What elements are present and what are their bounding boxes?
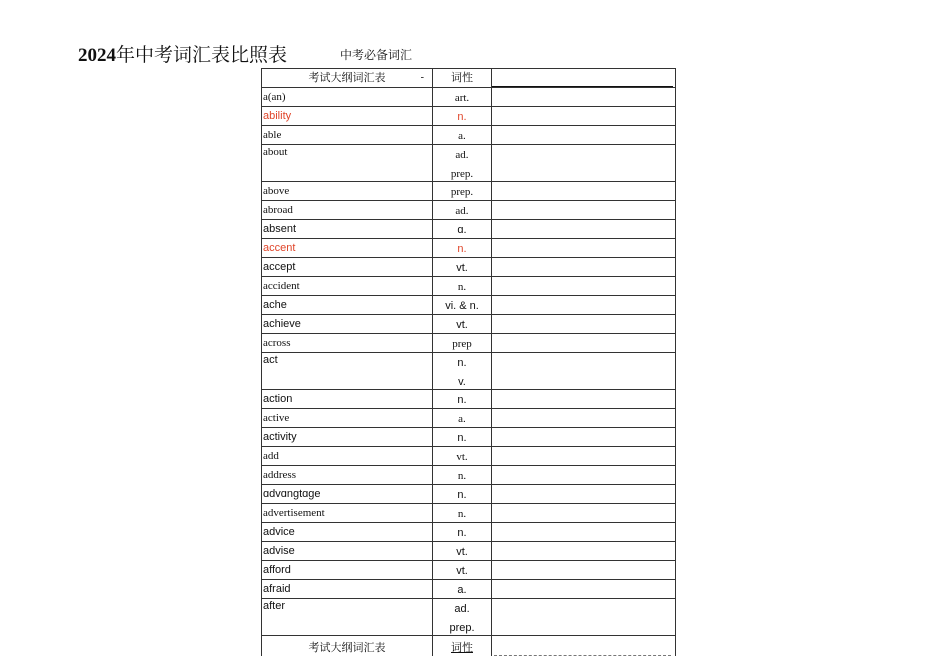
header-dash-mark: - [420,72,424,83]
extra-cell [491,580,673,598]
word-cell [262,220,432,238]
pos-cell [432,239,491,257]
word-text: after [263,600,286,612]
table-row [262,353,675,390]
pos-text: a. [458,130,466,142]
word-text: ɑdvɑngtɑge [263,488,321,500]
extra-cell [491,599,673,635]
pos-cell [432,485,491,503]
pos-cell [432,409,491,427]
word-cell [262,277,432,295]
pos-cell [432,315,491,333]
extra-cell [491,447,673,465]
pos-text: ad. [455,205,469,217]
pos-cell [432,220,491,238]
page-title [78,40,287,67]
word-text: advertisement [263,507,325,519]
extra-cell [491,239,673,257]
word-text: add [263,450,279,462]
pos-text: n. [457,432,467,444]
word-text: advice [263,526,295,538]
table-row [262,523,675,542]
word-cell [262,561,432,579]
pos-text: vt. [456,262,468,274]
pos-text: prep [452,338,472,350]
header-word-column [262,69,432,87]
table-row [262,126,675,145]
pos-cell [432,107,491,125]
table-row [262,182,675,201]
extra-cell [491,201,673,219]
word-cell [262,485,432,503]
word-text: above [263,185,290,197]
word-cell [262,580,432,598]
word-text: abroad [263,204,293,216]
pos-text: a. [457,584,467,596]
pos-cell [432,126,491,144]
pos-text: vt. [456,451,468,463]
pos-text: a. [458,413,466,425]
table-row [262,409,675,428]
word-text: about [263,146,288,158]
pos-text: n. [457,489,467,501]
word-cell [262,239,432,257]
extra-cell [491,88,673,106]
extra-cell [491,126,673,144]
table-body [262,88,675,636]
table-row [262,580,675,599]
pos-cell [432,277,491,295]
pos-text: n. [457,357,467,369]
pos-text: ad. [455,149,469,161]
table-footer-row [262,636,675,656]
extra-cell [491,542,673,560]
word-cell [262,258,432,276]
pos-text: n. [457,508,467,520]
extra-cell [491,334,673,352]
pos-text: n. [457,527,467,539]
pos-cell [432,542,491,560]
table-row [262,504,675,523]
word-cell [262,296,432,314]
word-cell [262,466,432,484]
table-row [262,296,675,315]
word-text: accident [263,280,300,292]
word-text: ache [263,299,287,311]
footer-pos-column: 词性 [432,636,491,656]
pos-cell [432,580,491,598]
table-row [262,88,675,107]
word-text: advise [263,545,295,557]
table-row [262,220,675,239]
word-text: afford [263,564,291,576]
table-row [262,561,675,580]
word-text: accept [263,261,296,273]
pos-text: ad. [454,603,470,615]
table-row [262,315,675,334]
extra-cell [491,561,673,579]
table-row [262,599,675,636]
pos-text: art. [454,92,470,104]
pos-cell [432,182,491,200]
pos-text: n. [457,243,467,255]
pos-text: n. [457,470,467,482]
extra-cell [491,277,673,295]
word-text: accent [263,242,296,254]
word-cell [262,182,432,200]
table-row [262,334,675,353]
table-row [262,258,675,277]
pos-cell [432,447,491,465]
word-text: able [263,129,282,141]
pos-cell [432,599,491,635]
word-cell [262,201,432,219]
pos-cell [432,466,491,484]
pos-text: n. [457,111,467,123]
pos-cell [432,296,491,314]
word-text: afraid [263,583,291,595]
extra-cell [491,315,673,333]
pos-text: vi. & n. [445,300,479,312]
header-extra-column [491,69,673,87]
extra-cell [491,504,673,522]
extra-cell [491,182,673,200]
word-cell [262,126,432,144]
table-row [262,390,675,409]
vocabulary-table [261,68,676,656]
table-row [262,485,675,504]
pos-cell [432,353,491,389]
extra-cell [491,428,673,446]
extra-cell [491,466,673,484]
table-row [262,466,675,485]
word-cell [262,504,432,522]
header-pos-column: 词性 [432,69,491,87]
word-text: act [263,354,278,366]
word-text: address [263,469,296,481]
title-text: 年中考词汇表比照表 [116,45,288,66]
extra-cell [491,145,673,181]
word-text: achieve [263,318,301,330]
word-cell [262,334,432,352]
extra-cell [491,485,673,503]
word-text: action [263,393,293,405]
pos-text: prep. [449,622,475,634]
table-header-row [262,69,675,88]
pos-cell [432,258,491,276]
table-row [262,201,675,220]
pos-text: vt. [456,319,468,331]
pos-text: n. [457,394,467,406]
word-cell [262,428,432,446]
pos-cell [432,561,491,579]
pos-cell [432,88,491,106]
pos-cell [432,201,491,219]
table-row [262,277,675,296]
word-text: ability [263,110,292,122]
header-word-label: 考试大纲词汇表 [308,72,386,84]
pos-cell [432,145,491,181]
pos-cell [432,523,491,541]
word-cell [262,542,432,560]
extra-cell [491,353,673,389]
word-cell [262,145,432,181]
title-year: 2024 [78,45,116,66]
word-text: activity [263,431,297,443]
word-cell [262,390,432,408]
word-cell [262,523,432,541]
extra-cell [491,390,673,408]
extra-cell [491,296,673,314]
footer-word-column: 考试大纲词汇表 [308,642,386,654]
word-cell [262,315,432,333]
page-subtitle: 中考必备词汇 [340,48,413,62]
word-text: active [263,412,290,424]
extra-cell [491,523,673,541]
table-row [262,239,675,258]
table-row [262,428,675,447]
extra-cell [491,107,673,125]
word-text: across [263,337,291,349]
table-row [262,542,675,561]
pos-text: vt. [456,546,468,558]
pos-text: n. [457,281,467,293]
word-text: a(an) [263,91,286,103]
extra-cell [491,409,673,427]
extra-cell [491,258,673,276]
extra-cell [491,220,673,238]
pos-cell [432,428,491,446]
pos-text: v. [458,376,466,388]
word-cell [262,599,432,635]
word-cell [262,88,432,106]
word-cell [262,409,432,427]
footer-extra-column [491,636,673,656]
pos-cell [432,390,491,408]
pos-cell [432,334,491,352]
table-row [262,145,675,182]
table-row [262,447,675,466]
pos-text: prep. [450,186,474,198]
table-row [262,107,675,126]
word-text: absent [263,223,297,235]
pos-text: ɑ. [457,224,467,236]
word-cell [262,447,432,465]
word-cell [262,353,432,389]
pos-text: vt. [456,565,468,577]
pos-cell [432,504,491,522]
pos-text: prep. [450,168,474,180]
word-cell [262,107,432,125]
